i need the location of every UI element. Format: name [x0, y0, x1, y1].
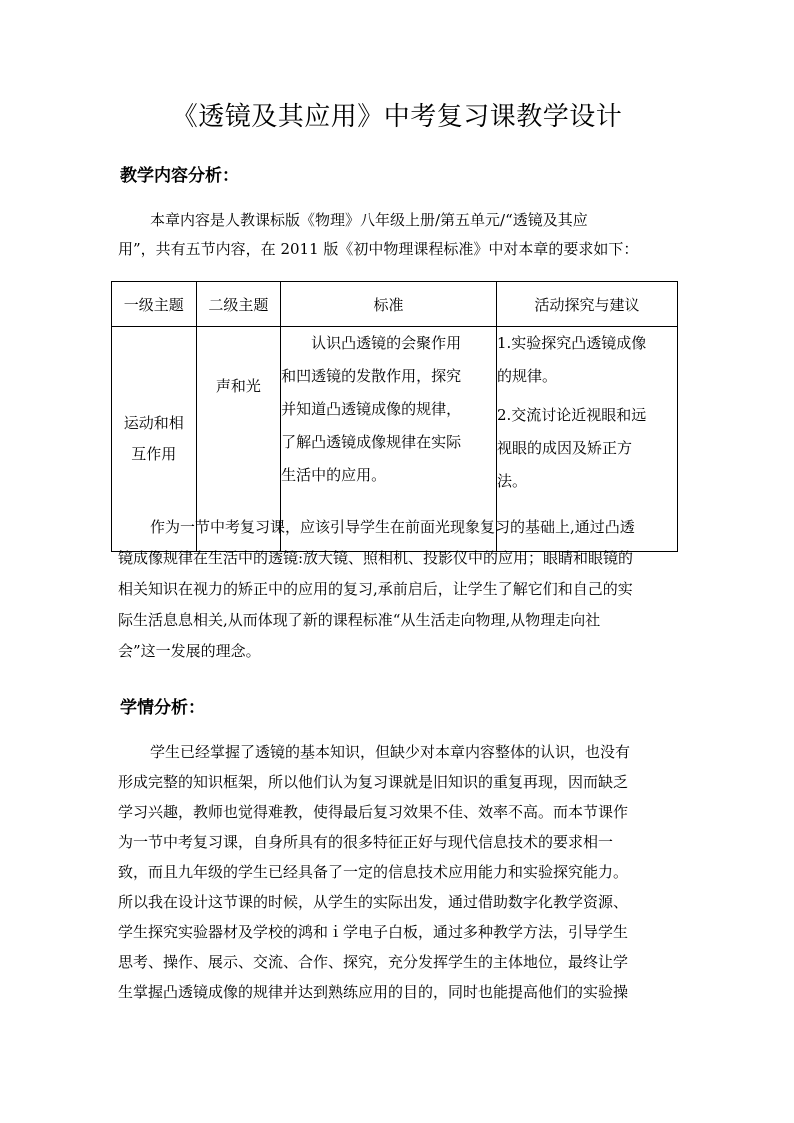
text-line: 形成完整的知识框架，所以他们认为复习课就是旧知识的重复再现，因而缺乏	[118, 773, 629, 791]
table-header-row	[112, 282, 678, 327]
cell-line: 2.交流讨论近视眼和远	[496, 406, 647, 424]
text-line: 学生已经掌握了透镜的基本知识，但缺少对本章内容整体的认识，也没有	[150, 743, 631, 761]
text-line: 相关知识在视力的矫正中的应用的复习,承前启后，让学生了解它们和自己的实	[118, 580, 633, 598]
cell-line: 了解凸透镜成像规律在实际	[281, 433, 462, 451]
text-line: 致，而且九年级的学生已经具备了一定的信息技术应用能力和实验探究能力。	[118, 863, 629, 881]
activity-item	[497, 327, 677, 393]
text-line: 学生探究实验器材及学校的鸿和ｉ学电子白板，通过多种教学方法，引导学生	[118, 923, 629, 941]
student-analysis-paragraph	[118, 737, 678, 1007]
text-line: 所以我在设计这节课的时候，从学生的实际出发，通过借助数字化教学资源、	[118, 893, 629, 911]
intro-paragraph	[118, 206, 678, 264]
cell-line: 法。	[496, 472, 527, 490]
document-title: 《透镜及其应用》中考复习课教学设计	[171, 102, 623, 132]
activity-item	[497, 399, 677, 498]
text-line: 学习兴趣，教师也觉得难教，使得最后复习效果不佳、效率不高。而本节课作	[118, 803, 629, 821]
cell-line: 运动和相	[123, 414, 184, 432]
table-header-cell: 活动探究与建议	[496, 282, 677, 327]
cell-line: 互作用	[131, 445, 177, 463]
cell-line: 认识凸透镜的会聚作用	[311, 334, 462, 352]
table-header-cell: 二级主题	[196, 282, 281, 327]
text-line: 用”，共有五节内容，在 2011 版《初中物理课程标准》中对本章的要求如下：	[118, 240, 639, 258]
cell-line: 生活中的应用。	[281, 466, 387, 484]
table-cell-level2-topic: 声和光	[196, 327, 281, 552]
table-header-cell: 标准	[281, 282, 497, 327]
table-header-cell: 一级主题	[112, 282, 197, 327]
text-line: 会”这一发展的理念。	[118, 642, 261, 660]
text-line: 思考、操作、展示、交流、合作、探究，充分发挥学生的主体地位，最终让学	[118, 953, 629, 971]
cell-line: 和凹透镜的发散作用，探究	[281, 367, 462, 385]
text-line: 为一节中考复习课，自身所具有的很多特征正好与现代信息技术的要求相一	[118, 833, 614, 851]
text-line: 镜成像规律在生活中的透镜:放大镜、照相机、投影仪中的应用；眼睛和眼镜的	[118, 549, 634, 567]
text-line: 生掌握凸透镜成像的规律并达到熟练应用的目的，同时也能提高他们的实验操	[118, 983, 629, 1001]
text-line: 作为一节中考复习课，应该引导学生在前面光现象复习的基础上,通过凸透	[150, 518, 635, 536]
cell-line: 视眼的成因及矫正方	[496, 439, 632, 457]
cell-line: 并知道凸透镜成像的规律，	[281, 400, 462, 418]
cell-line: 的规律。	[496, 367, 557, 385]
text-line: 本章内容是人教课标版《物理》八年级上册/第五单元/“透镜及其应	[150, 211, 588, 229]
cell-line: 1.实验探究凸透镜成像	[496, 334, 647, 352]
text-line: 际生活息息相关,从而体现了新的课程标准“从生活走向物理,从物理走向社	[118, 611, 601, 629]
section-heading-student-analysis: 学情分析：	[120, 698, 205, 718]
review-rationale-paragraph	[118, 512, 678, 667]
section-heading-content-analysis: 教学内容分析：	[120, 166, 239, 186]
